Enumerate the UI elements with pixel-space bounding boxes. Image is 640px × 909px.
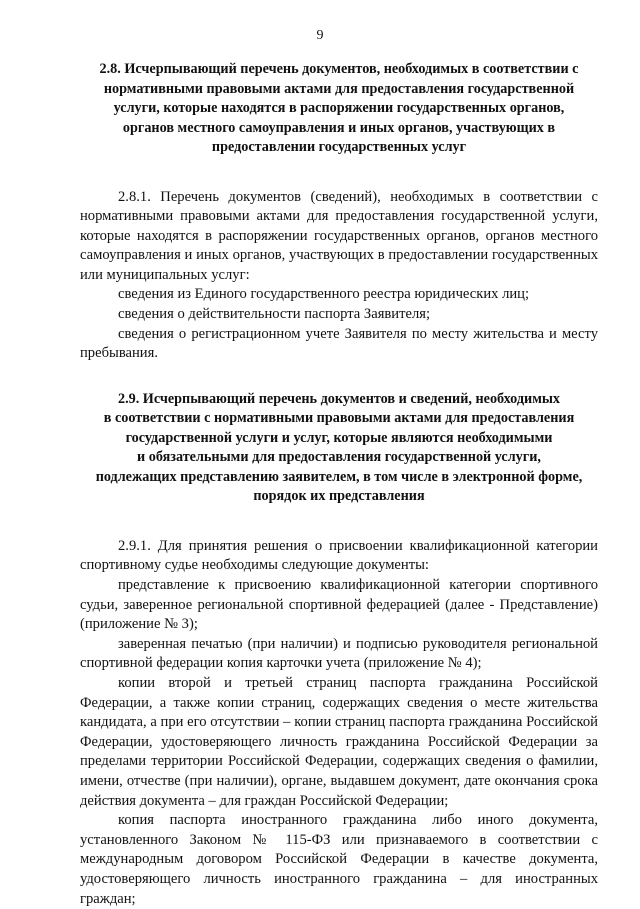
heading-line: подлежащих представлению заявителем, в том числе в электронной форме,: [95, 468, 583, 485]
list-item: сведения из Единого государственного реестра юридических лиц;: [118, 286, 530, 303]
paragraph-2-9-1: 2.9.1. Для принятия решения о присвоении квалификационной категории спортивному судье необходимы следующие документы:: [80, 537, 598, 574]
page-number: 9: [316, 28, 324, 43]
heading-line: в соответствии с нормативными правовыми актами для предоставления: [103, 410, 575, 427]
list-item: представление к присвоению квалификационной категории спортивного судьи, заверенное региональной спортивной федерацией (далее - Представление) (приложение № 3);: [80, 577, 598, 633]
section-2-9-heading: [80, 390, 598, 507]
heading-line: порядок их представления: [253, 488, 425, 505]
section-2-8-body: [80, 188, 598, 364]
heading-line: нормативными правовыми актами для предоставления государственной: [103, 80, 575, 97]
list-item: сведения о действительности паспорта Заявителя;: [118, 306, 431, 323]
heading-line: органов местного самоуправления и иных органов, участвующих в: [122, 119, 556, 136]
list-item: копии второй и третьей страниц паспорта гражданина Российской Федерации, а также копии страниц, содержащих сведения о месте жительства кандидата, а при его отсутствии – копии страниц паспорта гражданина Российской Федерации, удостоверяющего личность гражданина Российской Федерации за пределами территории Российской Федерации, содержащих сведения о фамилии, имени, отчестве (при наличии), органе, выдавшем документ, дате окончания срока действия документа – для граждан Российской Федерации;: [80, 675, 598, 809]
heading-line: 2.9. Исчерпывающий перечень документов и сведений, необходимых: [117, 390, 561, 407]
spacer: [80, 364, 598, 390]
list-item: сведения о регистрационном учете Заявителя по месту жительства и месту пребывания.: [80, 325, 598, 362]
heading-line: государственной услуги и услуг, которые являются необходимыми: [125, 429, 553, 446]
paragraph-2-8-1: 2.8.1. Перечень документов (сведений), необходимых в соответствии с нормативными правовыми актами для предоставления государственной услуги, которые находятся в распоряжении государственных органов, органов местного самоуправления и иных органов, участвующих в предоставлении государственных или муниципальных услуг:: [80, 188, 598, 283]
page-content: [80, 60, 598, 909]
section-2-9-body: [80, 537, 598, 909]
list-item: заверенная печатью (при наличии) и подписью руководителя региональной спортивной федерации копия карточки учета (приложение № 4);: [80, 635, 598, 672]
spacer: [80, 158, 598, 188]
heading-line: предоставлении государственных услуг: [211, 139, 467, 155]
section-2-8-heading: [80, 60, 598, 158]
spacer: [80, 507, 598, 537]
heading-line: 2.8. Исчерпывающий перечень документов, необходимых в соответствии с: [99, 61, 579, 77]
list-item: копия паспорта иностранного гражданина либо иного документа, установленного Законом № 115-ФЗ или признаваемого в соответствии с международным договором Российской Федерации в качестве документа, удостоверяющего личность иностранного гражданина – для иностранных граждан;: [80, 812, 598, 907]
heading-line: услуги, которые находятся в распоряжении государственных органов,: [113, 100, 565, 116]
heading-line: и обязательными для предоставления государственной услуги,: [137, 449, 541, 466]
